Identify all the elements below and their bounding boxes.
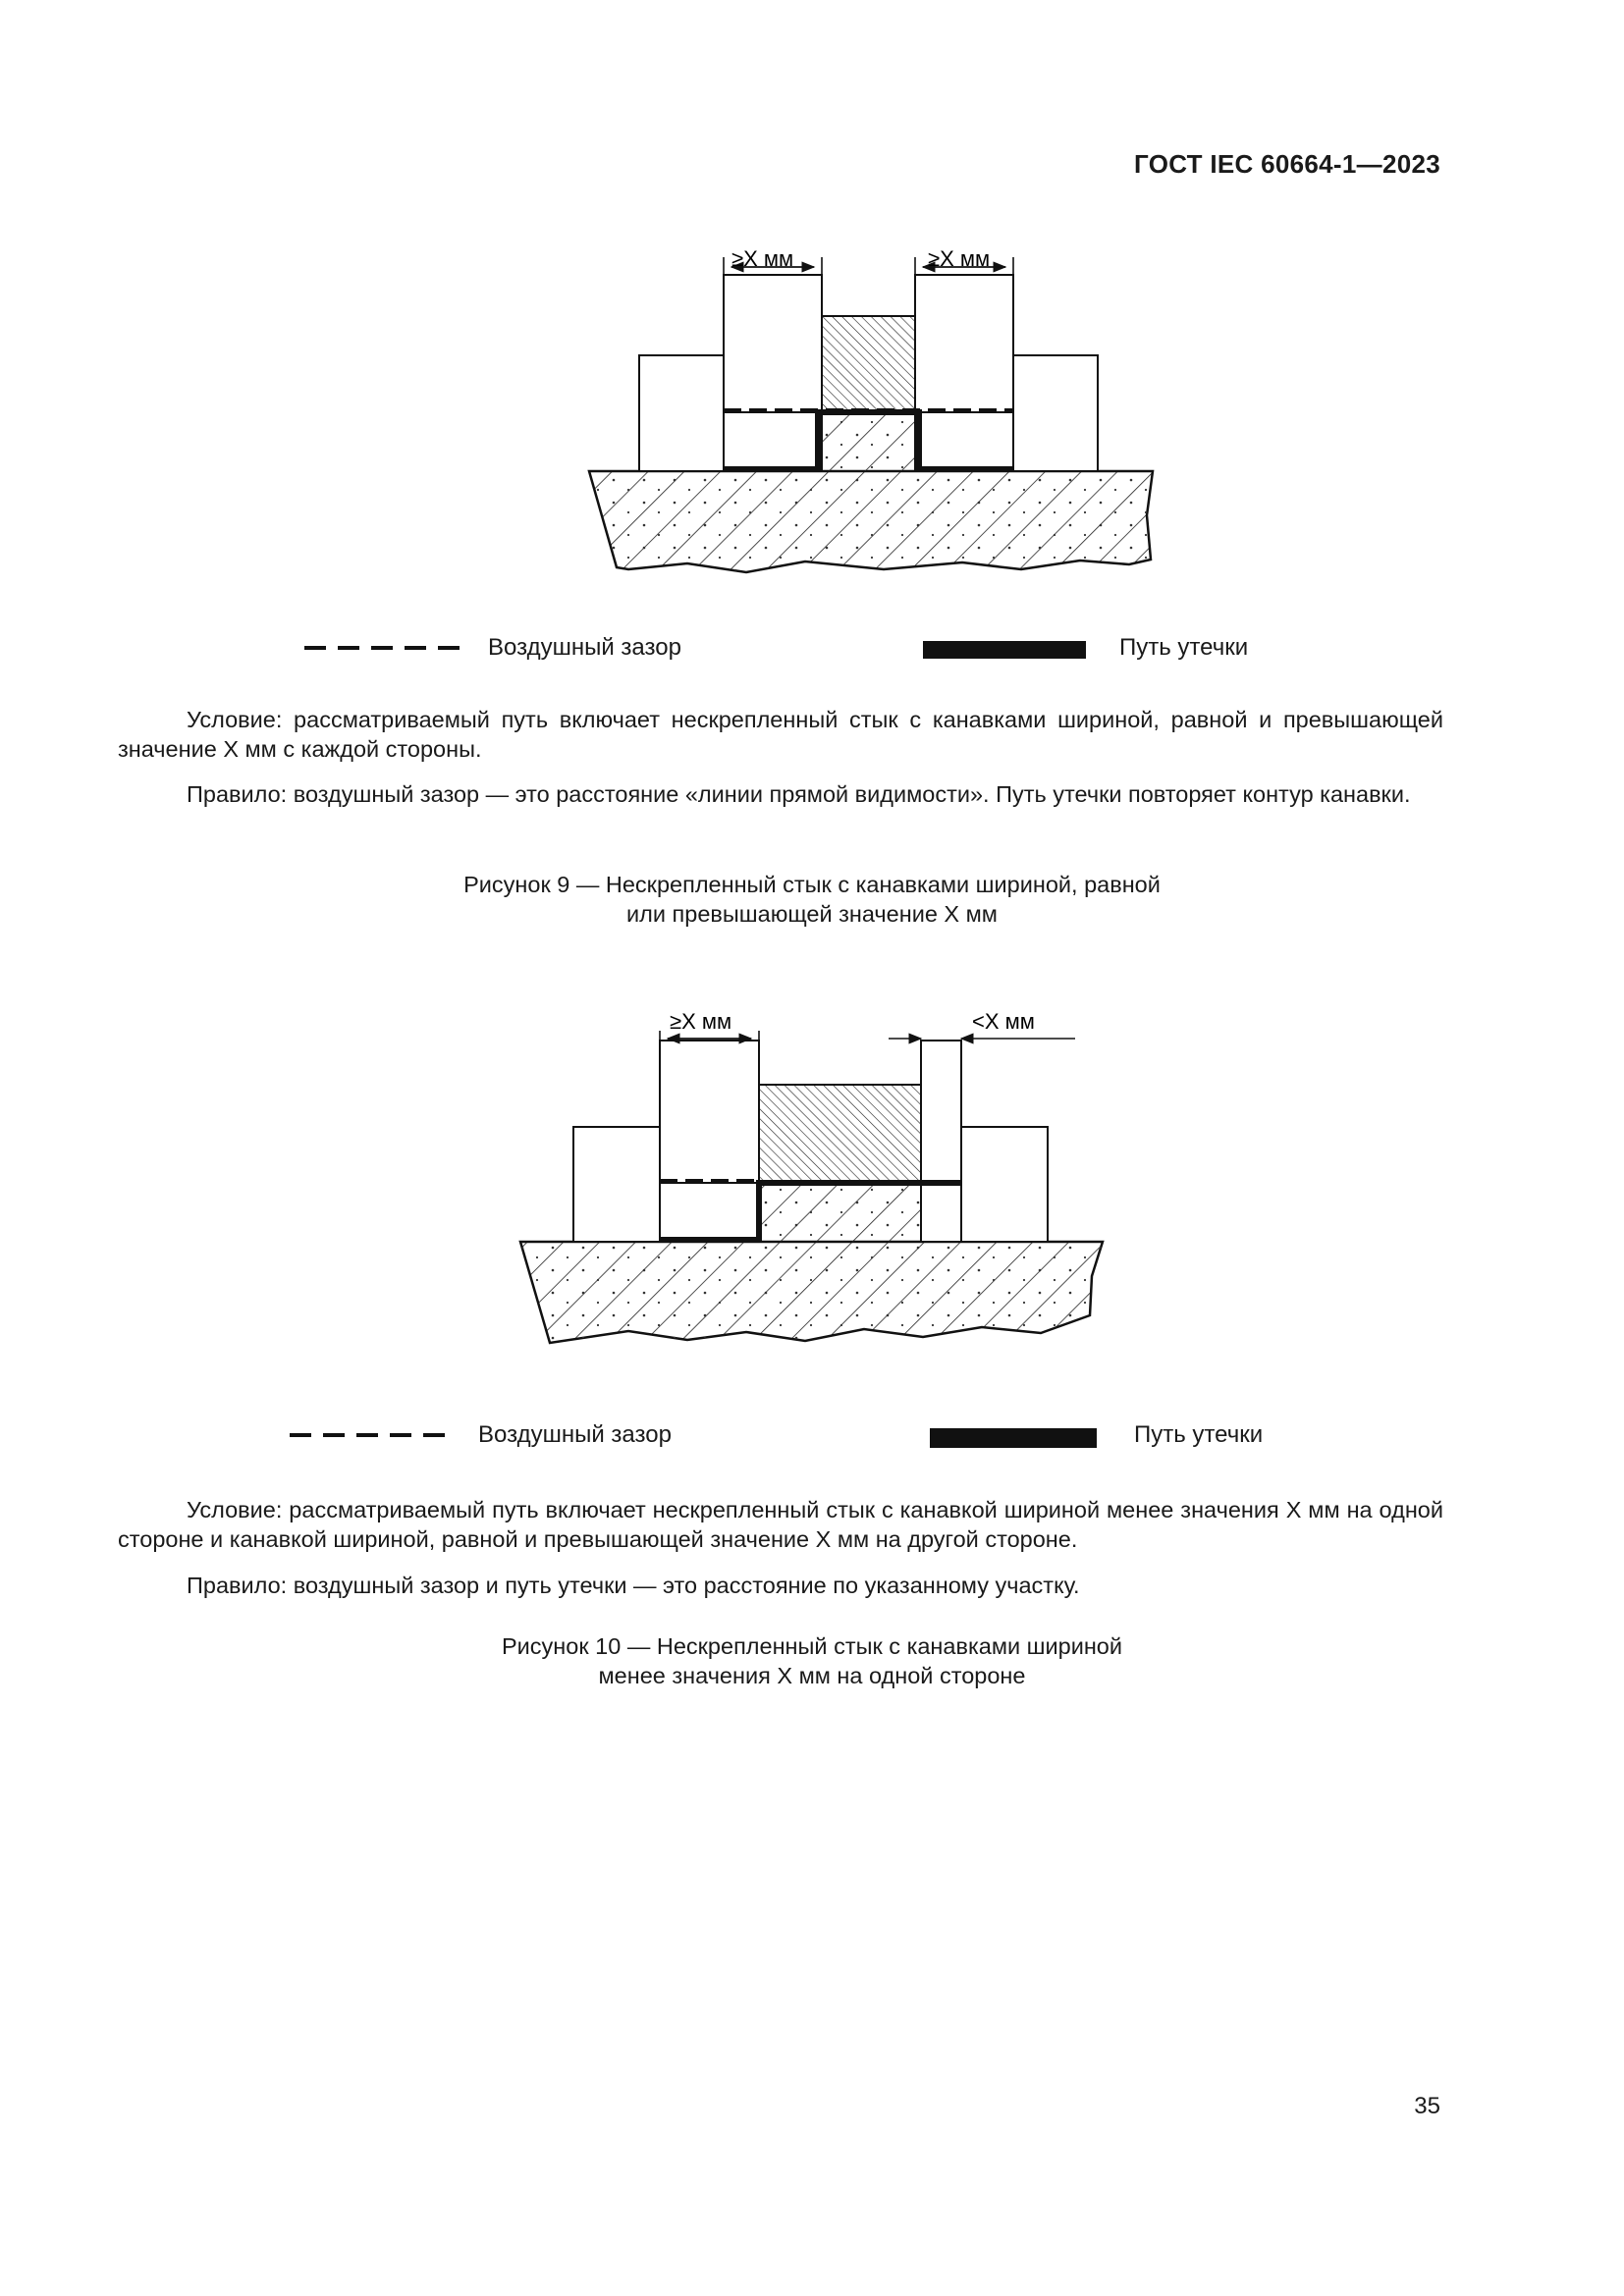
fig10-caption-line1: Рисунок 10 — Нескрепленный стык с канавками шириной	[502, 1633, 1122, 1659]
fig10-legend-leak-swatch	[930, 1428, 1097, 1448]
document-header: ГОСТ IEC 60664-1—2023	[1134, 149, 1440, 179]
center-cover	[822, 316, 915, 412]
fig10-legend-leak-label: Путь утечки	[1134, 1421, 1264, 1448]
right-outer-block	[1013, 355, 1098, 471]
fig10-center-cover	[759, 1085, 921, 1183]
fig9-caption-line2: или превышающей значение X мм	[626, 901, 998, 927]
fig10-dim-left-label: ≥X мм	[670, 1009, 732, 1034]
fig9-legend-leak-swatch	[923, 641, 1086, 659]
fig9-legend-air-label: Воздушный зазор	[488, 634, 681, 661]
figure-10-diagram	[0, 982, 1624, 1374]
fig10-dim-right-label: <X мм	[972, 1009, 1035, 1034]
left-inner-block	[724, 275, 822, 414]
right-inner-block	[915, 275, 1013, 414]
figure-9-diagram	[0, 0, 1624, 628]
fig10-right-inner-block	[921, 1041, 961, 1242]
fig10-base-insulation	[520, 1242, 1103, 1343]
fig10-legend-air-label: Воздушный зазор	[478, 1421, 672, 1448]
fig10-rule-text: Правило: воздушный зазор и путь утечки — это расстояние по указанному участку.	[187, 1573, 1080, 1598]
page-number: 35	[1414, 2093, 1440, 2119]
fig10-caption	[0, 1631, 1624, 1690]
fig9-caption	[0, 870, 1624, 929]
fig10-left-outer-block	[573, 1127, 660, 1242]
fig10-caption-line2: менее значения X мм на одной стороне	[598, 1663, 1026, 1688]
fig9-dim-left-label: ≥X мм	[731, 246, 794, 271]
fig9-legend-air-swatch	[295, 638, 471, 658]
fig9-dim-right-label: ≥X мм	[928, 246, 991, 271]
fig10-right-outer-block	[961, 1127, 1048, 1242]
fig10-left-inner-block	[660, 1041, 759, 1183]
fig10-condition-text: Условие: рассматриваемый путь включает нескрепленный стык с канавкой шириной менее значения X мм на одной стороне и канавкой шириной, равной и превышающей значение X мм на другой стороне.	[118, 1497, 1443, 1552]
fig9-legend-leak-label: Путь утечки	[1119, 634, 1249, 661]
left-outer-block	[639, 355, 724, 471]
fig10-legend-air-swatch	[285, 1425, 461, 1445]
fig9-caption-line1: Рисунок 9 — Нескрепленный стык с канавками шириной, равной	[463, 872, 1161, 897]
fig9-condition-text: Условие: рассматриваемый путь включает нескрепленный стык с канавками шириной, равной и превышающей значение X мм с каждой стороны.	[118, 707, 1443, 762]
base-insulation	[589, 471, 1153, 572]
fig9-rule-text: Правило: воздушный зазор — это расстояние «линии прямой видимости». Путь утечки повторяет контур канавки.	[187, 781, 1411, 807]
